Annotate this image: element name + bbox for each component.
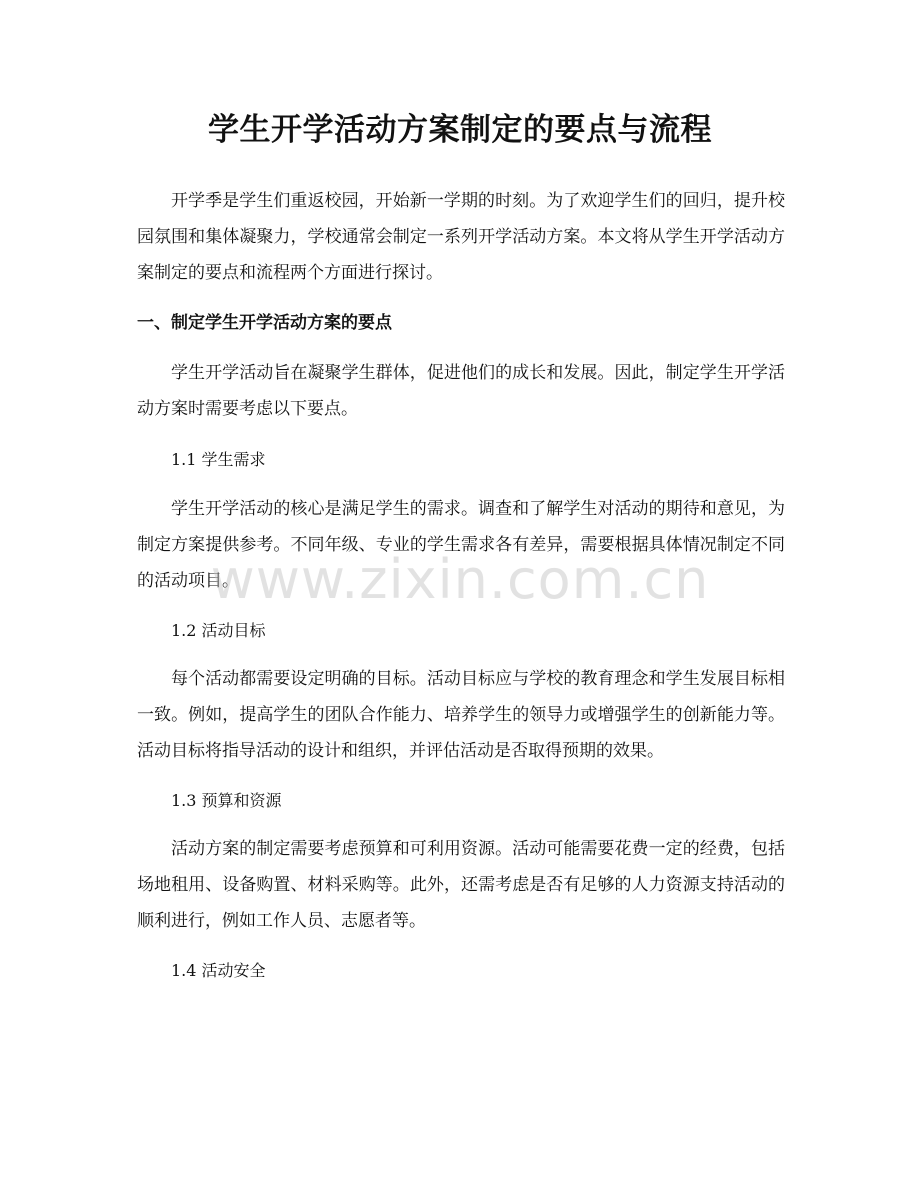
subheading-activity-safety: 1.4 活动安全: [171, 961, 266, 980]
subheading-activity-goals: 1.2 活动目标: [171, 621, 266, 640]
paragraph-activity-goals: 每个活动都需要设定明确的目标。活动目标应与学校的教育理念和学生发展目标相一致。例如，提高学生的团队合作能力、培养学生的领导力或增强学生的创新能力等。活动目标将指导活动的设计和组织，并评估活动是否取得预期的效果。: [137, 669, 785, 761]
intro-paragraph: 开学季是学生们重返校园，开始新一学期的时刻。为了欢迎学生们的回归，提升校园氛围和集体凝聚力，学校通常会制定一系列开学活动方案。本文将从学生开学活动方案制定的要点和流程两个方面进行探讨。: [137, 191, 785, 283]
section-heading: 一、制定学生开学活动方案的要点: [137, 313, 392, 333]
paragraph-budget-resources: 活动方案的制定需要考虑预算和可利用资源。活动可能需要花费一定的经费，包括场地租用、设备购置、材料采购等。此外，还需考虑是否有足够的人力资源支持活动的顺利进行，例如工作人员、志愿者等。: [137, 839, 785, 931]
document-title: 学生开学活动方案制定的要点与流程: [208, 112, 712, 148]
subheading-student-needs: 1.1 学生需求: [171, 450, 266, 469]
paragraph-student-needs: 学生开学活动的核心是满足学生的需求。调查和了解学生对活动的期待和意见，为制定方案提供参考。不同年级、专业的学生需求各有差异，需要根据具体情况制定不同的活动项目。: [137, 499, 785, 591]
subheading-budget-resources: 1.3 预算和资源: [171, 791, 282, 810]
section-intro-paragraph: 学生开学活动旨在凝聚学生群体，促进他们的成长和发展。因此，制定学生开学活动方案时需要考虑以下要点。: [137, 363, 785, 419]
watermark: www.zixin.com.cn: [210, 548, 710, 611]
